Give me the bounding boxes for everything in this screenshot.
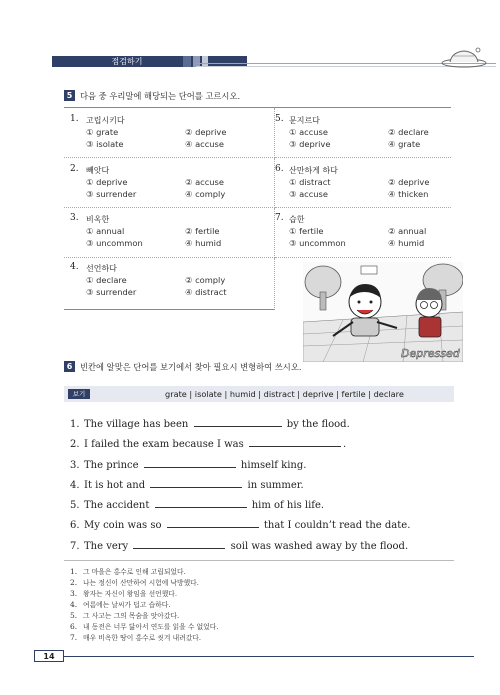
question-number: 5. [275, 114, 284, 124]
sentence-before: The very [84, 541, 129, 552]
section-6-title: 빈칸에 알맞은 단어를 보기에서 찾아 필요시 변형하여 쓰시오. [80, 362, 302, 372]
option[interactable]: ④ humid [185, 238, 222, 248]
translation-number: 2. [70, 578, 78, 587]
sentence-number: 4. [70, 480, 80, 491]
translation-number: 1. [70, 567, 78, 576]
question-number: 6. [275, 164, 284, 174]
answer-blank[interactable] [150, 478, 242, 488]
question-number: 4. [70, 262, 79, 272]
sentence-after: soil was washed away by the flood. [230, 541, 409, 552]
question-word: 선언하다 [86, 264, 117, 273]
sentence-number: 2. [70, 439, 80, 450]
cartoon-illustration [303, 262, 463, 362]
option[interactable]: ④ accuse [185, 139, 224, 149]
sentence-number: 6. [70, 520, 80, 531]
option[interactable]: ① declare [86, 275, 127, 285]
option[interactable]: ① accuse [289, 127, 328, 137]
translation [70, 577, 199, 587]
translation [70, 610, 179, 620]
option[interactable]: ② annual [388, 226, 427, 236]
question-word: 문지르다 [289, 116, 320, 125]
answer-blank[interactable] [155, 498, 247, 508]
section-5-number: 5 [64, 90, 75, 101]
option[interactable]: ① fertile [289, 226, 324, 236]
word-box-words: grate | isolate | humid | distract | deprive | fertile | declare [165, 389, 404, 399]
question-word: 비옥한 [86, 215, 110, 224]
sentence-after: himself king. [240, 460, 307, 471]
translation-text: 매우 비옥한 땅이 홍수로 씻겨 내려갔다. [83, 634, 202, 642]
translation-text: 여름에는 날씨가 덥고 습하다. [83, 601, 171, 609]
option[interactable]: ④ comply [185, 189, 226, 199]
option[interactable]: ④ distract [185, 287, 227, 297]
sentence-number: 1. [70, 419, 80, 430]
page-number: 14 [34, 650, 64, 662]
sentence [70, 518, 410, 531]
answer-blank[interactable] [249, 437, 341, 447]
option[interactable]: ① annual [86, 226, 125, 236]
sentence-before: The prince [84, 460, 139, 471]
option[interactable]: ② deprive [185, 127, 227, 137]
divider [64, 560, 454, 561]
sentence [70, 458, 306, 471]
section-5-title: 다음 중 우리말에 해당되는 단어를 고르시오. [80, 91, 241, 101]
sentence [70, 539, 408, 552]
question-number: 2. [70, 164, 79, 174]
section-6-number: 6 [64, 361, 75, 372]
sentence-number: 7. [70, 541, 80, 552]
translation-text: 그 사고는 그의 목숨을 앗아갔다. [83, 612, 180, 620]
question-word: 습한 [289, 215, 305, 224]
option[interactable]: ③ accuse [289, 189, 328, 199]
sentence [70, 498, 324, 511]
translation-text: 내 동전은 너무 닳아서 연도를 읽을 수 없었다. [83, 623, 219, 631]
sentence [70, 437, 346, 450]
translation-number: 7. [70, 633, 78, 642]
option[interactable]: ② accuse [185, 177, 224, 187]
sentence-before: My coin was so [84, 520, 162, 531]
answer-blank[interactable] [133, 539, 225, 549]
option[interactable]: ③ uncommon [86, 238, 143, 248]
option[interactable]: ③ surrender [86, 287, 137, 297]
sentence-number: 3. [70, 460, 80, 471]
question-number: 7. [275, 213, 284, 223]
answer-blank[interactable] [194, 417, 282, 427]
translation [70, 632, 201, 642]
answer-blank[interactable] [167, 518, 259, 528]
header-title: 점검하기 [111, 57, 143, 66]
question-word: 산만하게 하다 [289, 166, 338, 175]
option[interactable]: ② deprive [388, 177, 430, 187]
sentence-before: I failed the exam because I was [84, 439, 244, 450]
option[interactable]: ③ uncommon [289, 238, 346, 248]
translation-number: 3. [70, 589, 78, 598]
option[interactable]: ④ humid [388, 238, 425, 248]
option[interactable]: ④ grate [388, 139, 421, 149]
sentence-before: It is hot and [84, 480, 146, 491]
sentence-after: by the flood. [286, 419, 350, 430]
option[interactable]: ① distract [289, 177, 331, 187]
option[interactable]: ③ deprive [289, 139, 331, 149]
header-decor-square [183, 56, 191, 67]
translation [70, 588, 177, 598]
option[interactable]: ③ surrender [86, 189, 137, 199]
translation [70, 599, 170, 609]
sentence-number: 5. [70, 500, 80, 511]
translation-number: 6. [70, 622, 78, 631]
translation-text: 왕자는 자신이 왕임을 선언했다. [83, 590, 177, 598]
translation-number: 5. [70, 611, 78, 620]
question-number: 1. [70, 114, 79, 124]
cartoon-banner-text: Depressed [401, 347, 460, 360]
option[interactable]: ② comply [185, 275, 226, 285]
sentence-after: him of his life. [251, 500, 325, 511]
question-word: 빼앗다 [86, 166, 110, 175]
option[interactable]: ② declare [388, 127, 429, 137]
option[interactable]: ③ isolate [86, 139, 124, 149]
word-box-label: 보기 [68, 389, 90, 399]
sentence-after: that I couldn’t read the date. [263, 520, 411, 531]
translation [70, 566, 186, 576]
question-word: 고립시키다 [86, 116, 125, 125]
question-number: 3. [70, 213, 79, 223]
translation [70, 621, 218, 631]
sentence-before: The accident [84, 500, 150, 511]
option[interactable]: ② fertile [185, 226, 220, 236]
footer-rule [64, 656, 474, 657]
option[interactable]: ① grate [86, 127, 119, 137]
sentence [70, 417, 350, 430]
sentence [70, 478, 304, 491]
option[interactable]: ① deprive [86, 177, 128, 187]
sentence-after: . [342, 439, 347, 450]
option[interactable]: ④ thicken [388, 189, 429, 199]
translation-text: 그 마을은 홍수로 인해 고립되었다. [83, 568, 186, 576]
graduation-cap-icon [440, 44, 488, 68]
translation-text: 나는 정신이 산만하여 시험에 낙방했다. [83, 579, 199, 587]
sentence-before: The village has been [84, 419, 189, 430]
sentence-after: in summer. [247, 480, 304, 491]
translation-number: 4. [70, 600, 78, 609]
answer-blank[interactable] [144, 458, 236, 468]
